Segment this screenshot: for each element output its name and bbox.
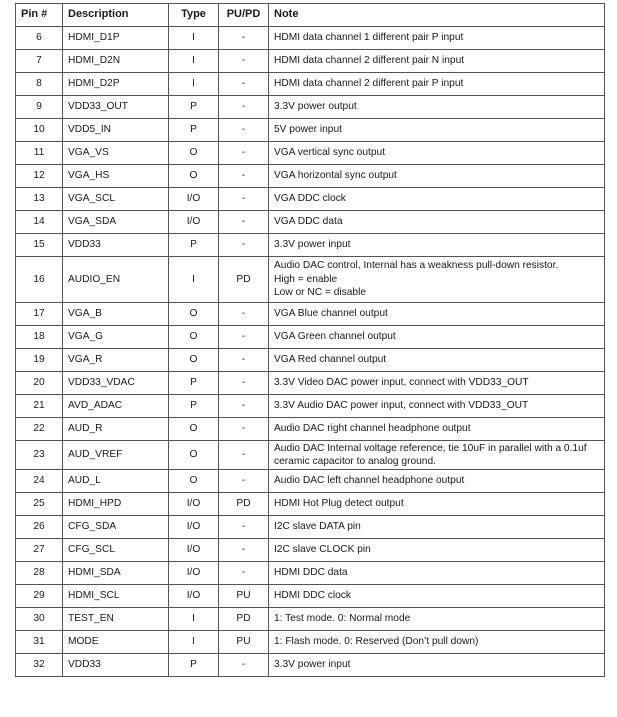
pupd-cell: -: [219, 211, 269, 234]
pupd-cell: -: [219, 326, 269, 349]
table-row: [16, 562, 605, 585]
pupd-cell: -: [219, 188, 269, 211]
description-cell: HDMI_SDA: [63, 562, 169, 585]
pin-cell: 25: [16, 493, 63, 516]
pupd-cell: -: [219, 654, 269, 677]
note-cell: [269, 539, 605, 562]
pupd-cell: PU: [219, 585, 269, 608]
table-row: [16, 585, 605, 608]
note-cell: [269, 631, 605, 654]
type-cell: O: [169, 326, 219, 349]
description-cell: VGA_SCL: [63, 188, 169, 211]
note-line: Low or NC = disable: [274, 287, 367, 299]
pupd-cell: -: [219, 470, 269, 493]
note-line: 3.3V Video DAC power input, connect with VDD33_OUT: [274, 377, 529, 389]
type-cell: I/O: [169, 188, 219, 211]
pin-cell: 22: [16, 418, 63, 441]
type-cell: I: [169, 631, 219, 654]
type-cell: O: [169, 303, 219, 326]
note-cell: [269, 50, 605, 73]
description-cell: HDMI_D1P: [63, 27, 169, 50]
pin-description-table: [15, 3, 605, 677]
type-cell: I: [169, 257, 219, 303]
note-line: I2C slave DATA pin: [274, 521, 361, 533]
description-cell: AUD_L: [63, 470, 169, 493]
pin-cell: 10: [16, 119, 63, 142]
note-line: VGA vertical sync output: [274, 147, 385, 159]
description-cell: VDD5_IN: [63, 119, 169, 142]
pupd-cell: PD: [219, 493, 269, 516]
description-cell: AVD_ADAC: [63, 395, 169, 418]
table-row: [16, 50, 605, 73]
table-row: [16, 326, 605, 349]
description-cell: AUD_VREF: [63, 441, 169, 470]
pin-cell: 7: [16, 50, 63, 73]
pin-cell: 31: [16, 631, 63, 654]
note-line: HDMI DDC clock: [274, 590, 351, 602]
table-row: [16, 470, 605, 493]
table-header-row: [16, 4, 605, 27]
pin-cell: 15: [16, 234, 63, 257]
table-row: [16, 96, 605, 119]
table-row: [16, 234, 605, 257]
note-line: 3.3V Audio DAC power input, connect with VDD33_OUT: [274, 400, 529, 412]
note-line: HDMI data channel 2 different pair N input: [274, 55, 465, 67]
pin-cell: 21: [16, 395, 63, 418]
type-cell: I: [169, 73, 219, 96]
type-cell: I/O: [169, 211, 219, 234]
description-cell: HDMI_SCL: [63, 585, 169, 608]
table-row: [16, 631, 605, 654]
pupd-cell: -: [219, 539, 269, 562]
type-cell: I/O: [169, 539, 219, 562]
type-cell: P: [169, 654, 219, 677]
note-cell: [269, 326, 605, 349]
description-cell: HDMI_HPD: [63, 493, 169, 516]
table-row: [16, 418, 605, 441]
pin-cell: 14: [16, 211, 63, 234]
pin-cell: 17: [16, 303, 63, 326]
pin-cell: 30: [16, 608, 63, 631]
note-cell: [269, 142, 605, 165]
pupd-cell: -: [219, 349, 269, 372]
note-line: HDMI Hot Plug detect output: [274, 498, 404, 510]
type-cell: O: [169, 349, 219, 372]
note-cell: [269, 493, 605, 516]
pupd-cell: PD: [219, 257, 269, 303]
pin-cell: 29: [16, 585, 63, 608]
pin-cell: 32: [16, 654, 63, 677]
type-cell: I: [169, 50, 219, 73]
note-cell: [269, 188, 605, 211]
pupd-cell: -: [219, 303, 269, 326]
pupd-cell: -: [219, 562, 269, 585]
header-note: Note: [269, 4, 605, 27]
table-row: [16, 516, 605, 539]
description-cell: HDMI_D2P: [63, 73, 169, 96]
pin-cell: 8: [16, 73, 63, 96]
description-cell: CFG_SCL: [63, 539, 169, 562]
note-cell: [269, 654, 605, 677]
description-cell: AUDIO_EN: [63, 257, 169, 303]
note-cell: [269, 585, 605, 608]
pin-cell: 24: [16, 470, 63, 493]
note-cell: [269, 418, 605, 441]
type-cell: O: [169, 441, 219, 470]
description-cell: TEST_EN: [63, 608, 169, 631]
note-cell: [269, 349, 605, 372]
pin-cell: 6: [16, 27, 63, 50]
pupd-cell: -: [219, 119, 269, 142]
note-line: VGA Green channel output: [274, 331, 396, 343]
note-cell: [269, 470, 605, 493]
pupd-cell: -: [219, 441, 269, 470]
description-cell: HDMI_D2N: [63, 50, 169, 73]
note-cell: [269, 211, 605, 234]
description-cell: VGA_B: [63, 303, 169, 326]
table-row: [16, 303, 605, 326]
type-cell: O: [169, 165, 219, 188]
pupd-cell: -: [219, 96, 269, 119]
pin-table-container: [15, 3, 604, 677]
pupd-cell: -: [219, 50, 269, 73]
table-row: [16, 188, 605, 211]
table-row: [16, 119, 605, 142]
note-line: 1: Test mode. 0: Normal mode: [274, 613, 411, 625]
description-cell: AUD_R: [63, 418, 169, 441]
note-cell: [269, 395, 605, 418]
table-row: [16, 539, 605, 562]
pin-cell: 26: [16, 516, 63, 539]
note-line: 3.3V power output: [274, 101, 357, 113]
note-cell: [269, 27, 605, 50]
pin-cell: 11: [16, 142, 63, 165]
pupd-cell: -: [219, 73, 269, 96]
note-cell: [269, 165, 605, 188]
table-row: [16, 493, 605, 516]
table-row: [16, 165, 605, 188]
type-cell: I: [169, 27, 219, 50]
pin-cell: 23: [16, 441, 63, 470]
note-line: 1: Flash mode. 0: Reserved (Don’t pull down): [274, 636, 479, 648]
pin-cell: 12: [16, 165, 63, 188]
table-row: [16, 349, 605, 372]
description-cell: VGA_HS: [63, 165, 169, 188]
header-pupd: PU/PD: [219, 4, 269, 27]
pupd-cell: PU: [219, 631, 269, 654]
pupd-cell: -: [219, 418, 269, 441]
note-line: HDMI data channel 2 different pair P input: [274, 78, 464, 90]
type-cell: O: [169, 470, 219, 493]
description-cell: VGA_SDA: [63, 211, 169, 234]
header-description: Description: [63, 4, 169, 27]
pupd-cell: -: [219, 516, 269, 539]
type-cell: I/O: [169, 585, 219, 608]
pupd-cell: -: [219, 142, 269, 165]
type-cell: O: [169, 142, 219, 165]
type-cell: P: [169, 234, 219, 257]
type-cell: I: [169, 608, 219, 631]
note-line: VGA DDC clock: [274, 193, 346, 205]
note-cell: [269, 516, 605, 539]
pupd-cell: -: [219, 234, 269, 257]
table-body: [16, 27, 605, 677]
note-cell: [269, 73, 605, 96]
type-cell: P: [169, 96, 219, 119]
note-line: 3.3V power input: [274, 239, 351, 251]
table-row: [16, 372, 605, 395]
pupd-cell: -: [219, 27, 269, 50]
note-cell: [269, 608, 605, 631]
note-line: I2C slave CLOCK pin: [274, 544, 371, 556]
pupd-cell: PD: [219, 608, 269, 631]
header-type: Type: [169, 4, 219, 27]
table-row: [16, 211, 605, 234]
table-row: [16, 27, 605, 50]
description-cell: VDD33_OUT: [63, 96, 169, 119]
description-cell: VGA_G: [63, 326, 169, 349]
pin-cell: 19: [16, 349, 63, 372]
note-line: ceramic capacitor to analog ground.: [274, 456, 436, 467]
note-line: 5V power input: [274, 124, 342, 136]
type-cell: P: [169, 119, 219, 142]
type-cell: P: [169, 372, 219, 395]
pin-cell: 20: [16, 372, 63, 395]
note-line: Audio DAC left channel headphone output: [274, 475, 465, 487]
note-line: VGA DDC data: [274, 216, 343, 228]
note-line: High = enable: [274, 273, 338, 285]
note-line: VGA Blue channel output: [274, 308, 388, 320]
note-line: 3.3V power input: [274, 659, 351, 671]
type-cell: P: [169, 395, 219, 418]
note-cell: [269, 372, 605, 395]
pupd-cell: -: [219, 395, 269, 418]
pin-cell: 16: [16, 257, 63, 303]
header-pin: Pin #: [16, 4, 63, 27]
description-cell: VDD33: [63, 234, 169, 257]
type-cell: I/O: [169, 562, 219, 585]
note-line: Audio DAC control, Internal has a weakness pull-down resistor.: [274, 260, 559, 272]
note-line: VGA Red channel output: [274, 354, 387, 366]
pupd-cell: -: [219, 372, 269, 395]
table-row: [16, 441, 605, 470]
note-cell: [269, 562, 605, 585]
table-row: [16, 142, 605, 165]
note-cell: [269, 119, 605, 142]
note-line: VGA horizontal sync output: [274, 170, 397, 182]
note-cell: [269, 441, 605, 470]
note-line: Audio DAC Internal voltage reference, tie 10uF in parallel with a 0.1uf: [274, 442, 587, 454]
description-cell: VDD33_VDAC: [63, 372, 169, 395]
note-cell: [269, 257, 605, 303]
table-row: [16, 608, 605, 631]
note-line: Audio DAC right channel headphone output: [274, 423, 471, 435]
pin-cell: 13: [16, 188, 63, 211]
pin-cell: 27: [16, 539, 63, 562]
type-cell: O: [169, 418, 219, 441]
note-cell: [269, 96, 605, 119]
type-cell: I/O: [169, 493, 219, 516]
type-cell: I/O: [169, 516, 219, 539]
pin-cell: 18: [16, 326, 63, 349]
note-line: HDMI data channel 1 different pair P input: [274, 32, 464, 44]
table-row: [16, 257, 605, 303]
note-cell: [269, 234, 605, 257]
table-row: [16, 654, 605, 677]
table-row: [16, 73, 605, 96]
description-cell: CFG_SDA: [63, 516, 169, 539]
pupd-cell: -: [219, 165, 269, 188]
pin-cell: 9: [16, 96, 63, 119]
description-cell: VGA_R: [63, 349, 169, 372]
note-cell: [269, 303, 605, 326]
description-cell: MODE: [63, 631, 169, 654]
table-row: [16, 395, 605, 418]
description-cell: VDD33: [63, 654, 169, 677]
description-cell: VGA_VS: [63, 142, 169, 165]
pin-cell: 28: [16, 562, 63, 585]
note-line: HDMI DDC data: [274, 567, 348, 579]
